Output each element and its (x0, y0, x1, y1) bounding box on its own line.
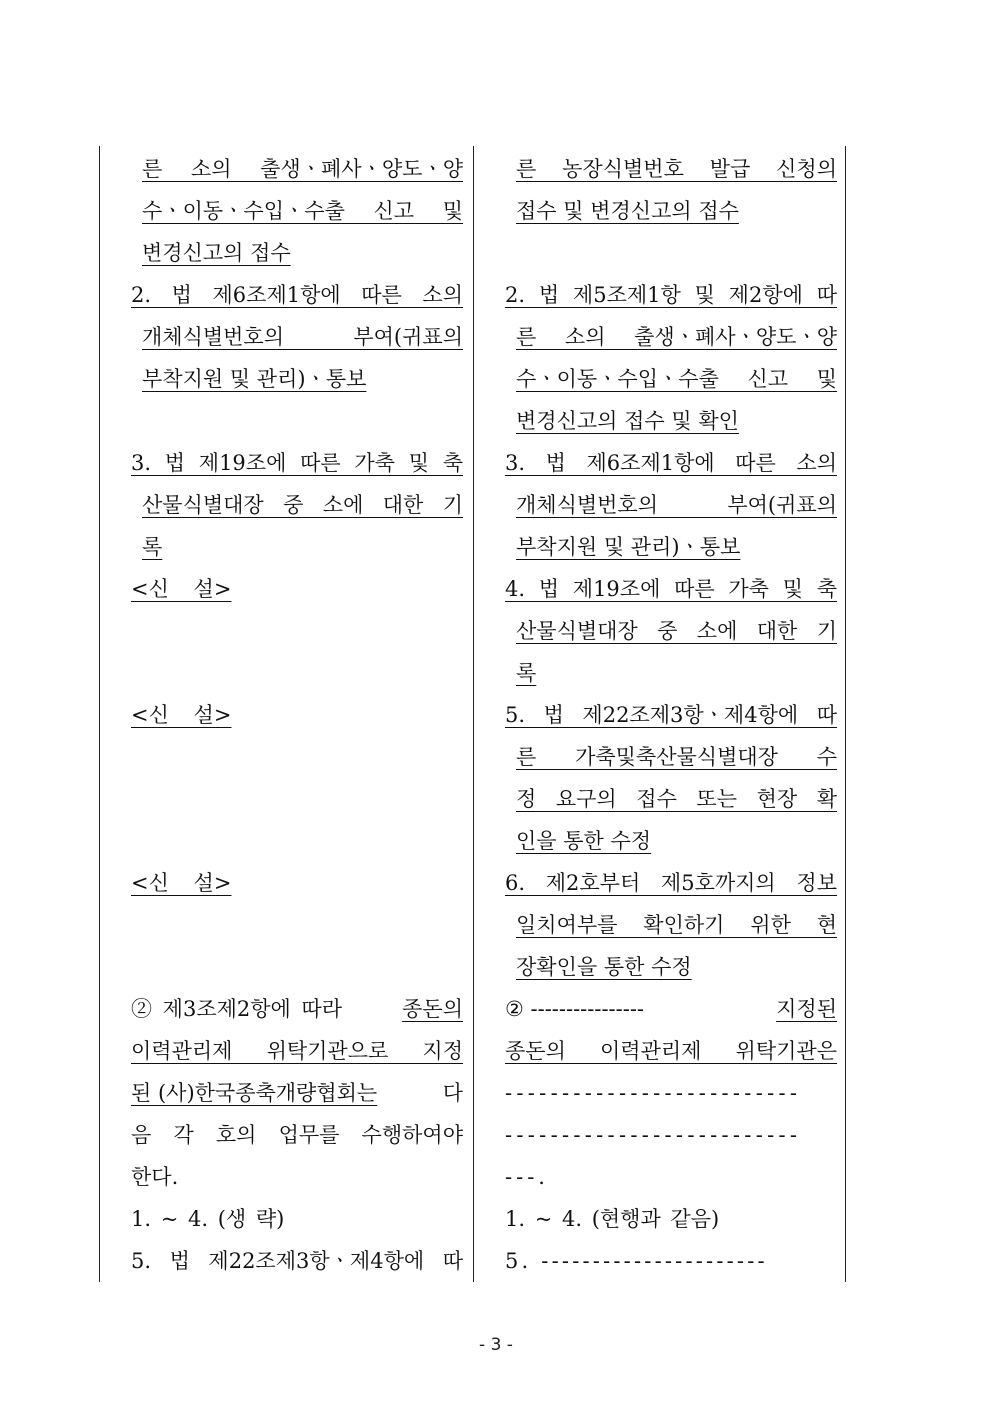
text-line: 일치여부를 확인하기 위한 현 (516, 913, 837, 937)
text-line: 이력관리제 위탁기관으로 지정 (131, 1039, 463, 1063)
text-line: 한다. (131, 1165, 179, 1189)
dash-line: ---. (505, 1165, 549, 1189)
text-line: 2. 법 제5조제1항 및 제2항에 따 (505, 283, 837, 307)
text-line: ② ---------------- 지정된 (505, 997, 837, 1021)
new-provision-marker: <신 설> (131, 871, 232, 895)
text-line: 3. 법 제6조제1항에 따른 소의 (505, 451, 837, 475)
text-line: 수ㆍ이동ㆍ수입ㆍ수출 신고 및 (516, 367, 837, 391)
new-provision-marker: <신 설> (131, 577, 232, 601)
text-line: 접수 및 변경신고의 접수 (516, 199, 739, 223)
text-line: 록 (142, 535, 163, 559)
text-line: 른 소의 출생ㆍ폐사ㆍ양도ㆍ양 (516, 325, 837, 349)
text-line: 4. 법 제19조에 따른 가축 및 축 (505, 577, 837, 601)
dash-line: -------------------------- (505, 1123, 802, 1147)
table-border-left (99, 146, 100, 1282)
new-provision-marker: <신 설> (131, 703, 232, 727)
text-line: 6. 제2호부터 제5호까지의 정보 (505, 871, 837, 895)
text-line: 1. ~ 4. (생 략) (131, 1207, 285, 1231)
text-line: 3. 법 제19조에 따른 가축 및 축 (131, 451, 463, 475)
text-line: 부착지원 및 관리)ㆍ통보 (142, 367, 367, 391)
text-line: 수ㆍ이동ㆍ수입ㆍ수출 신고 및 (142, 199, 463, 223)
dash-line: 5. ---------------------- (505, 1249, 768, 1273)
text-line: 개체식별번호의 부여(귀표의 (142, 325, 463, 349)
text-line: 인을 통한 수정 (516, 829, 652, 853)
text-line: 음 각 호의 업무를 수행하여야 (131, 1123, 463, 1147)
text-line: 1. ~ 4. (현행과 같음) (505, 1207, 720, 1231)
text-line: 장확인을 통한 수정 (516, 955, 692, 979)
text-line: 부착지원 및 관리)ㆍ통보 (516, 535, 741, 559)
text-line: 2. 법 제6조제1항에 따른 소의 (131, 283, 463, 307)
text-line: 른 소의 출생ㆍ폐사ㆍ양도ㆍ양 (142, 157, 463, 181)
text-line: 5. 법 제22조제3항ㆍ제4항에 따 (131, 1249, 463, 1273)
text-line: 개체식별번호의 부여(귀표의 (516, 493, 837, 517)
text-line: 5. 법 제22조제3항ㆍ제4항에 따 (505, 703, 837, 727)
table-border-right (845, 146, 846, 1282)
dash-line: -------------------------- (505, 1081, 802, 1105)
text-line: 른 농장식별번호 발급 신청의 (516, 157, 837, 181)
text-line: 록 (516, 661, 537, 685)
text-line: 산물식별대장 중 소에 대한 기 (142, 493, 463, 517)
text-line: 종돈의 이력관리제 위탁기관은 (505, 1039, 837, 1063)
text-line: 정 요구의 접수 또는 현장 확 (516, 787, 837, 811)
text-line: ② 제3조제2항에 따라 종돈의 (131, 997, 463, 1021)
text-line: 변경신고의 접수 (142, 241, 291, 265)
table-divider (473, 146, 474, 1282)
text-line: 된 (사)한국종축개량협회는 다 (131, 1081, 463, 1105)
page-number: - 3 - (479, 1335, 513, 1355)
text-line: 변경신고의 접수 및 확인 (516, 409, 739, 433)
text-line: 산물식별대장 중 소에 대한 기 (516, 619, 837, 643)
text-line: 른 가축및축산물식별대장 수 (516, 745, 837, 769)
